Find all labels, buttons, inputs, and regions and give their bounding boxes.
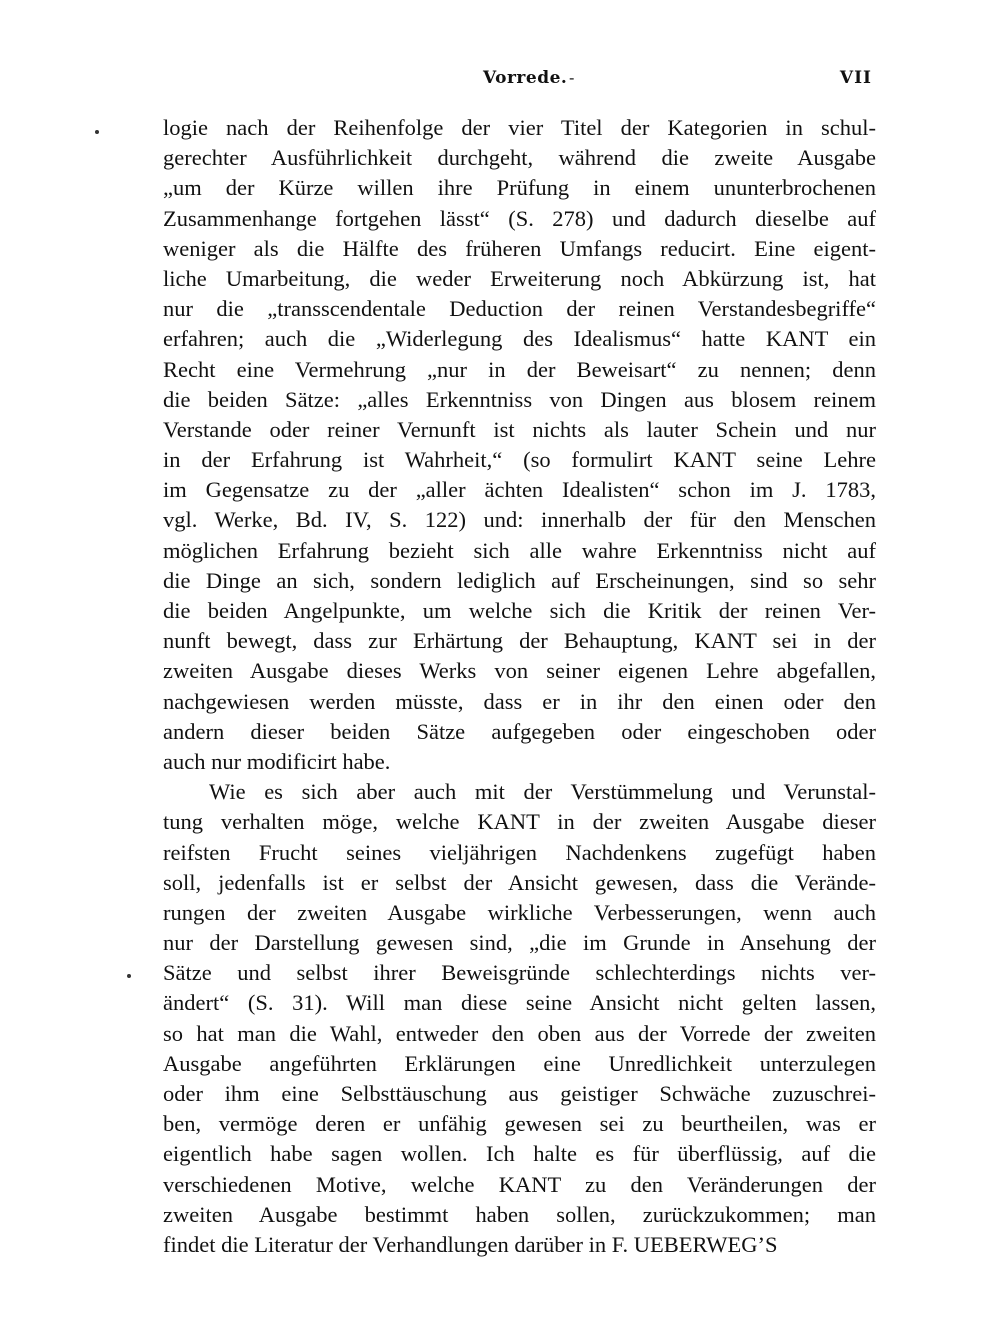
body-text [163, 113, 876, 1260]
text-line: eigentlich habe sagen wollen. Ich halte es für überflüssig, auf die [163, 1141, 876, 1167]
text-line: im Gegensatze zu der „aller ächten Idealisten“ schon im J. 1783, [163, 477, 876, 503]
text-line: Verstande oder reiner Vernunft ist nichts als lauter Schein und nur [163, 416, 876, 442]
paragraph-2 [163, 777, 876, 1260]
text-line: Wie es sich aber auch mit der Verstümmelung und Verunstal- [209, 779, 876, 805]
text-line: ändert“ (S. 31). Will man diese seine Ansicht nicht gelten lassen, [163, 990, 876, 1016]
text-line: weniger als die Hälfte des früheren Umfangs reducirt. Eine eigent- [163, 235, 876, 261]
text-line: auch nur modificirt habe. [163, 748, 391, 774]
text-line: zweiten Ausgabe bestimmt haben sollen, zurückzukommen; man [163, 1201, 876, 1227]
text-line: vgl. Werke, Bd. IV, S. 122) und: innerhalb der für den Menschen [163, 507, 876, 533]
text-line: verschiedenen Motive, welche KANT zu den Veränderungen der [163, 1171, 876, 1197]
running-title: Vorrede. [483, 68, 568, 88]
page-number: VII [839, 68, 872, 88]
text-line: gerechter Ausführlichkeit durchgeht, während die zweite Ausgabe [163, 145, 876, 171]
header-separator: - [569, 68, 575, 87]
text-line: logie nach der Reihenfolge der vier Titel der Kategorien in schul- [163, 115, 876, 140]
text-line: so hat man die Wahl, entweder den oben aus der Vorrede der zweiten [163, 1020, 876, 1046]
text-line: die Dinge an sich, sondern lediglich auf Erscheinungen, sind so sehr [163, 567, 876, 593]
text-line: „um der Kürze willen ihre Prüfung in einem ununterbrochenen [163, 175, 876, 201]
text-line: nur die „transscendentale Deduction der reinen Verstandesbegriffe“ [163, 296, 876, 322]
margin-speck [127, 974, 131, 978]
running-header [163, 68, 876, 98]
margin-speck [95, 130, 99, 134]
text-line: tung verhalten möge, welche KANT in der zweiten Ausgabe dieser [163, 809, 876, 835]
text-line: erfahren; auch die „Widerlegung des Idealismus“ hatte KANT ein [163, 326, 876, 352]
text-line: soll, jedenfalls ist er selbst der Ansicht gewesen, dass die Verände- [163, 869, 876, 895]
paragraph-1 [163, 113, 876, 777]
text-line: Zusammenhange fortgehen lässt“ (S. 278) und dadurch dieselbe auf [163, 205, 876, 231]
text-line: Recht eine Vermehrung „nur in der Beweisart“ zu nennen; denn [163, 356, 876, 382]
text-line: reifsten Frucht seines vieljährigen Nachdenkens zugefügt haben [163, 839, 876, 865]
text-line: die beiden Sätze: „alles Erkenntniss von Dingen aus blosem reinem [163, 386, 876, 412]
text-line: Sätze und selbst ihrer Beweisgründe schlechterdings nichts ver- [163, 960, 876, 986]
text-line: andern dieser beiden Sätze aufgegeben oder eingeschoben oder [163, 718, 876, 744]
text-line: findet die Literatur der Verhandlungen darüber in F. UEBERWEG’S [163, 1231, 778, 1257]
text-line: oder ihm eine Selbsttäuschung aus geistiger Schwäche zuzuschrei- [163, 1081, 876, 1106]
text-line: nur der Darstellung gewesen sind, „die im Grunde in Ansehung der [163, 930, 876, 956]
text-line: in der Erfahrung ist Wahrheit,“ (so formulirt KANT seine Lehre [163, 447, 876, 473]
text-line: rungen der zweiten Ausgabe wirkliche Verbesserungen, wenn auch [163, 899, 876, 925]
text-line: Ausgabe angeführten Erklärungen eine Unredlichkeit unterzulegen [163, 1050, 876, 1076]
text-line: die beiden Angelpunkte, um welche sich die Kritik der reinen Ver- [163, 598, 876, 623]
text-line: nunft bewegt, dass zur Erhärtung der Behauptung, KANT sei in der [163, 628, 876, 654]
text-line: nachgewiesen werden müsste, dass er in ihr den einen oder den [163, 688, 876, 714]
text-line: möglichen Erfahrung bezieht sich alle wahre Erkenntniss nicht auf [163, 537, 876, 563]
text-line: zweiten Ausgabe dieses Werks von seiner eigenen Lehre abgefallen, [163, 658, 876, 684]
text-line: ben, vermöge deren er unfähig gewesen sei zu beurtheilen, was er [163, 1111, 876, 1137]
text-line: liche Umarbeitung, die weder Erweiterung noch Abkürzung ist, hat [163, 265, 876, 291]
